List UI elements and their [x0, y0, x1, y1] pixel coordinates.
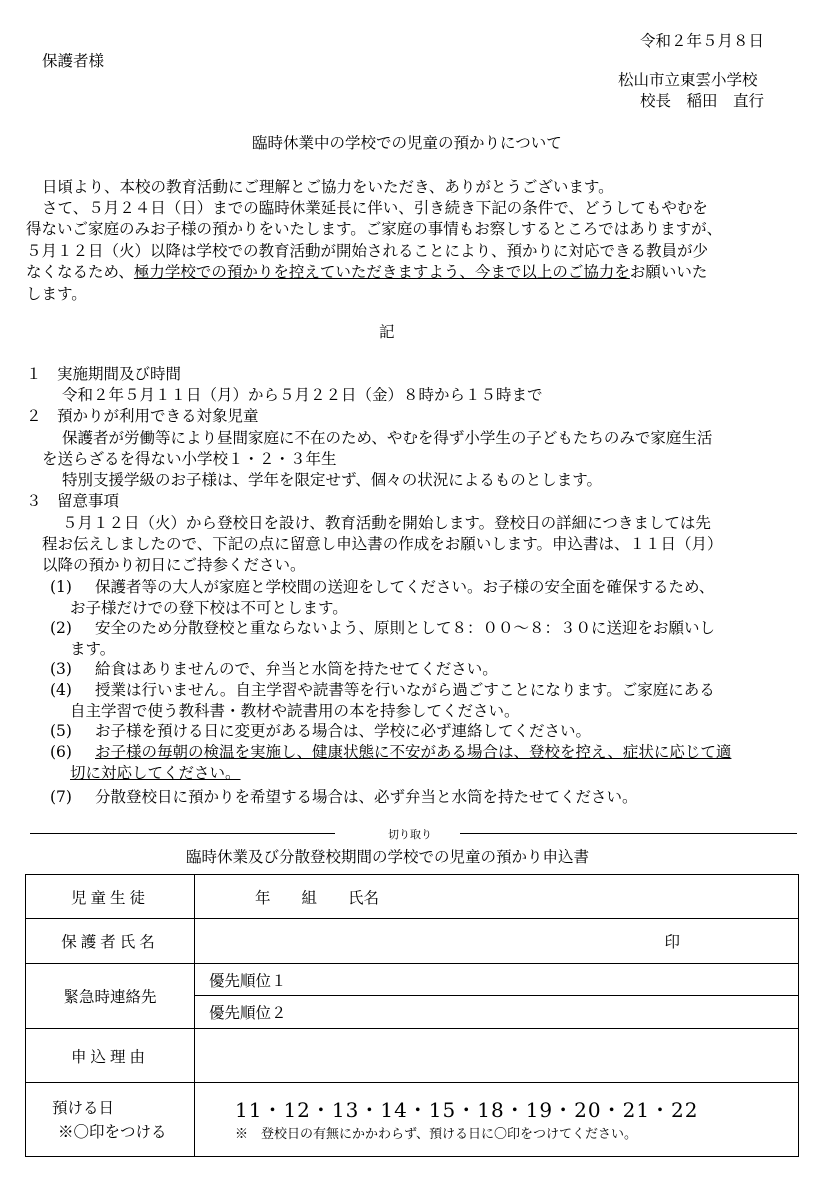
priority2-field[interactable]: 優先順位２ [195, 996, 799, 1029]
note-number: (4) [50, 681, 72, 699]
ki-mark: 記 [379, 323, 395, 341]
intro-underlined-text: 極力学校での預かりを控えていただきますよう、今まで以上のご協力を [133, 263, 630, 281]
school-name: 松山市立東雲小学校 [618, 71, 758, 89]
intro-line: 得ないご家庭のみお子様の預かりをいたします。ご家庭の事情もお察しするところではありますが、 [26, 220, 723, 238]
note-text: 授業は行いません。自主学習や読書等を行いながら過ごすことになります。ご家庭にある [95, 681, 715, 699]
note-text: 分散登校日に預かりを希望する場合は、必ず弁当と水筒を持たせてください。 [95, 788, 638, 806]
priority1-field[interactable]: 優先順位１ [195, 964, 799, 996]
form-row-student [26, 875, 799, 919]
guardian-field[interactable] [195, 919, 799, 964]
section-title: １ 実施期間及び時間 [26, 365, 182, 383]
note-text: ます。 [70, 640, 116, 658]
document-title: 臨時休業中の学校での児童の預かりについて [252, 134, 562, 152]
student-label: 児童生徒 [26, 875, 195, 919]
reason-label: 申込理由 [26, 1029, 195, 1083]
cut-line-right [460, 833, 797, 834]
document-date: 令和２年５月８日 [640, 32, 765, 50]
guardian-label: 保護者氏名 [26, 919, 195, 964]
cut-label: 切り取り [388, 828, 432, 841]
note-text: お子様だけでの登下校は不可とします。 [70, 599, 348, 617]
note-number: (6) [50, 743, 72, 761]
note-number: (3) [50, 660, 72, 678]
days-label: 預ける日 [52, 1098, 115, 1117]
note-number: (2) [50, 619, 72, 637]
note-text: お子様を預ける日に変更がある場合は、学校に必ず連絡してください。 [95, 722, 592, 740]
section-body: 特別支援学級のお子様は、学年を限定せず、個々の状況によるものとします。 [62, 471, 603, 489]
days-label-note: ※〇印をつける [58, 1122, 167, 1141]
note-text-underlined: 切に対応してください。 [70, 764, 241, 782]
reason-field[interactable] [195, 1029, 799, 1083]
form-row-emergency [26, 964, 799, 996]
section-body: 程お伝えしましたので、下記の点に留意し申込書の作成をお願いします。申込書は、１１日（月） [42, 535, 723, 553]
note-text: 自主学習で使う教科書・教材や読書用の本を持参してください。 [70, 702, 520, 720]
section-body: を送らざるを得ない小学校１・２・３年生 [42, 450, 337, 468]
intro-line: さて、５月２４日（日）までの臨時休業延長に伴い、引き続き下記の条件で、どうしてもやむを [42, 199, 708, 217]
emergency-label: 緊急時連絡先 [26, 964, 195, 1029]
section-body: 保護者が労働等により昼間家庭に不在のため、やむを得ず小学生の子どもたちのみで家庭生活 [62, 429, 713, 447]
seal-mark: 印 [664, 933, 680, 951]
intro-line: します。 [26, 285, 87, 303]
addressee: 保護者様 [42, 52, 105, 70]
cut-line-left [30, 833, 335, 834]
principal-name: 校長 稲田 直行 [640, 92, 765, 110]
form-title: 臨時休業及び分散登校期間の学校での児童の預かり申込書 [186, 848, 590, 866]
note-text: 保護者等の大人が家庭と学校間の送迎をしてください。お子様の安全面を確保するため、 [95, 578, 715, 596]
intro-line: ５月１２日（火）以降は学校での教育活動が開始されることにより、預かりに対応できる教員が少 [26, 242, 709, 260]
form-row-days [26, 1083, 799, 1157]
intro-text: なくなるため、 [26, 263, 134, 281]
days-field[interactable] [195, 1083, 799, 1157]
section-title: ３ 留意事項 [26, 492, 120, 510]
intro-line: 日頃より、本校の教育活動にご理解とご協力をいただき、ありがとうございます。 [42, 178, 614, 196]
intro-line [26, 261, 707, 283]
days-label-cell [26, 1083, 195, 1157]
note-text: 給食はありませんので、弁当と水筒を持たせてください。 [95, 660, 498, 678]
section-title: ２ 預かりが利用できる対象児童 [26, 407, 259, 425]
section-body: ５月１２日（火）から登校日を設け、教育活動を開始します。登校日の詳細につきましては先 [62, 514, 711, 532]
student-fields[interactable]: 年 組 氏名 [195, 875, 799, 919]
section-body: 令和２年５月１１日（月）から５月２２日（金）８時から１５時まで [62, 386, 543, 404]
note-number: (5) [50, 722, 72, 740]
days-note: ※ 登校日の有無にかかわらず、預ける日に〇印をつけてください。 [235, 1126, 637, 1142]
form-row-reason [26, 1029, 799, 1083]
note-text: 安全のため分散登校と重ならないよう、原則として８：００～８：３０に送迎をお願いし [95, 619, 716, 637]
note-number: (1) [50, 578, 72, 596]
note-number: (7) [50, 788, 72, 806]
note-text-underlined: お子様の毎朝の検温を実施し、健康状態に不安がある場合は、登校を控え、症状に応じて適 [95, 743, 732, 761]
form-row-guardian [26, 919, 799, 964]
section-body: 以降の預かり初日にご持参ください。 [42, 556, 306, 574]
intro-text: お願いいた [629, 263, 708, 281]
days-list[interactable]: 11・12・13・14・15・18・19・20・21・22 [235, 1097, 699, 1122]
application-form [25, 874, 799, 1157]
